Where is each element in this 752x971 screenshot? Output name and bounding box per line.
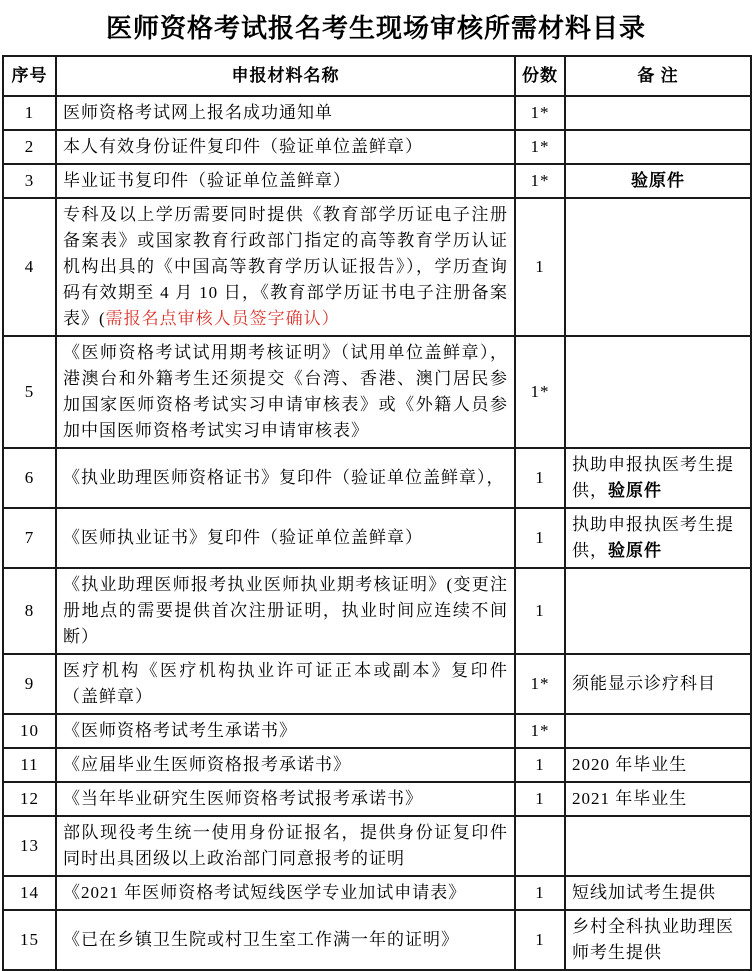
cell-text: 毕业证书复印件（验证单位盖鲜章） bbox=[63, 171, 351, 190]
row-number-cell: 9 bbox=[3, 654, 56, 714]
row-number-cell: 13 bbox=[3, 816, 56, 876]
table-row bbox=[3, 782, 751, 816]
material-name-cell bbox=[56, 910, 515, 970]
copies-cell: 1* bbox=[515, 336, 565, 448]
material-name-cell bbox=[56, 568, 515, 654]
cell-text: 本人有效身份证件复印件（验证单位盖鲜章） bbox=[63, 137, 423, 156]
cell-text: 2020 年毕业生 bbox=[572, 755, 688, 774]
remark-cell bbox=[565, 448, 751, 508]
material-name-cell bbox=[56, 336, 515, 448]
table-row bbox=[3, 714, 751, 748]
cell-text: 《医师资格考试考生承诺书》 bbox=[63, 721, 297, 740]
row-number-cell: 6 bbox=[3, 448, 56, 508]
table-row bbox=[3, 748, 751, 782]
table-row bbox=[3, 448, 751, 508]
remark-cell bbox=[565, 816, 751, 876]
remark-cell bbox=[565, 782, 751, 816]
cell-text: 须能显示诊疗科目 bbox=[572, 674, 716, 693]
material-name-cell bbox=[56, 748, 515, 782]
copies-cell: 1 bbox=[515, 748, 565, 782]
header-serial-number: 序号 bbox=[3, 56, 56, 96]
table-row bbox=[3, 568, 751, 654]
material-name-cell bbox=[56, 876, 515, 910]
table-row bbox=[3, 654, 751, 714]
table-row bbox=[3, 876, 751, 910]
bold-remark-text: 验原件 bbox=[608, 541, 662, 560]
row-number-cell: 5 bbox=[3, 336, 56, 448]
cell-text: 部队现役考生统一使用身份证报名，提供身份证复印件同时出具团级以上政治部门同意报考的证明 bbox=[63, 823, 508, 868]
table-row bbox=[3, 96, 751, 130]
table-row bbox=[3, 164, 751, 198]
remark-cell bbox=[565, 748, 751, 782]
cell-text: 短线加试考生提供 bbox=[572, 883, 716, 902]
remark-cell bbox=[565, 508, 751, 568]
cell-text: 2021 年毕业生 bbox=[572, 789, 688, 808]
table-row bbox=[3, 198, 751, 336]
cell-text: 《执业助理医师报考执业医师执业期考核证明》(变更注册地点的需要提供首次注册证明，执业时间应连续不间断） bbox=[63, 575, 508, 646]
red-note-text: 需报名点审核人员签字确认） bbox=[105, 309, 340, 328]
remark-cell bbox=[565, 714, 751, 748]
row-number-cell: 7 bbox=[3, 508, 56, 568]
table-row bbox=[3, 508, 751, 568]
copies-cell: 1* bbox=[515, 164, 565, 198]
page-title: 医师资格考试报名考生现场审核所需材料目录 bbox=[105, 14, 646, 43]
remark-cell bbox=[565, 876, 751, 910]
cell-text: 《当年毕业研究生医师资格考试报考承诺书》 bbox=[63, 789, 423, 808]
cell-text: 《应届毕业生医师资格报考承诺书》 bbox=[63, 755, 351, 774]
material-name-cell bbox=[56, 96, 515, 130]
header-material-name: 申报材料名称 bbox=[56, 56, 515, 96]
material-name-cell bbox=[56, 816, 515, 876]
copies-cell: 1 bbox=[515, 508, 565, 568]
remark-cell bbox=[565, 164, 751, 198]
cell-text: 执助申报执医考生提供， bbox=[572, 455, 734, 500]
copies-cell: 1 bbox=[515, 782, 565, 816]
header-remarks: 备 注 bbox=[565, 56, 751, 96]
remark-cell bbox=[565, 130, 751, 164]
table-header bbox=[3, 56, 751, 96]
cell-text: 《已在乡镇卫生院或村卫生室工作满一年的证明》 bbox=[63, 930, 459, 949]
row-number-cell: 11 bbox=[3, 748, 56, 782]
copies-cell: 1* bbox=[515, 96, 565, 130]
table-row bbox=[3, 910, 751, 970]
cell-text: 专科及以上学历需要同时提供《教育部学历证电子注册备案表》或国家教育行政部门指定的高等教育学历认证机构出具的《中国高等教育学历认证报告》），学历查询码有效期至 4 月 10 日，《教育部学历证书电子注册备案表》( bbox=[63, 205, 508, 328]
table-row bbox=[3, 130, 751, 164]
row-number-cell: 4 bbox=[3, 198, 56, 336]
table-body bbox=[3, 96, 751, 970]
material-name-cell bbox=[56, 130, 515, 164]
table-row bbox=[3, 336, 751, 448]
header-copies: 份数 bbox=[515, 56, 565, 96]
material-name-cell bbox=[56, 782, 515, 816]
table-row bbox=[3, 816, 751, 876]
material-name-cell bbox=[56, 448, 515, 508]
copies-cell: 1 bbox=[515, 448, 565, 508]
material-name-cell bbox=[56, 508, 515, 568]
copies-cell: 1 bbox=[515, 568, 565, 654]
material-name-cell bbox=[56, 714, 515, 748]
cell-text: 医疗机构《医疗机构执业许可证正本或副本》复印件（盖鲜章） bbox=[63, 661, 508, 706]
copies-cell: 1 bbox=[515, 198, 565, 336]
row-number-cell: 15 bbox=[3, 910, 56, 970]
remark-cell bbox=[565, 336, 751, 448]
remark-cell bbox=[565, 654, 751, 714]
remark-cell bbox=[565, 568, 751, 654]
copies-cell bbox=[515, 816, 565, 876]
row-number-cell: 8 bbox=[3, 568, 56, 654]
row-number-cell: 14 bbox=[3, 876, 56, 910]
cell-text: 医师资格考试网上报名成功通知单 bbox=[63, 103, 333, 122]
remark-cell bbox=[565, 198, 751, 336]
material-name-cell bbox=[56, 164, 515, 198]
remark-cell bbox=[565, 910, 751, 970]
cell-text: 《2021 年医师资格考试短线医学专业加试申请表》 bbox=[63, 883, 467, 902]
material-name-cell bbox=[56, 654, 515, 714]
cell-text: 《医师执业证书》复印件（验证单位盖鲜章） bbox=[63, 528, 423, 547]
copies-cell: 1* bbox=[515, 654, 565, 714]
cell-text: 乡村全科执业助理医师考生提供 bbox=[572, 917, 734, 962]
material-name-cell bbox=[56, 198, 515, 336]
row-number-cell: 10 bbox=[3, 714, 56, 748]
cell-text: 《执业助理医师资格证书》复印件（验证单位盖鲜章）， bbox=[63, 468, 505, 487]
copies-cell: 1 bbox=[515, 910, 565, 970]
row-number-cell: 12 bbox=[3, 782, 56, 816]
bold-remark-text: 验原件 bbox=[608, 481, 662, 500]
header-row bbox=[3, 56, 751, 96]
copies-cell: 1 bbox=[515, 876, 565, 910]
copies-cell: 1* bbox=[515, 714, 565, 748]
row-number-cell: 1 bbox=[3, 96, 56, 130]
row-number-cell: 3 bbox=[3, 164, 56, 198]
row-number-cell: 2 bbox=[3, 130, 56, 164]
bold-remark-text: 验原件 bbox=[631, 171, 685, 190]
cell-text: 执助申报执医考生提供， bbox=[572, 515, 734, 560]
copies-cell: 1* bbox=[515, 130, 565, 164]
cell-text: 《医师资格考试试用期考核证明》（试用单位盖鲜章），港澳台和外籍考生还须提交《台湾、香港、澳门居民参加国家医师资格考试实习申请审核表》或《外籍人员参加中国医师资格考试实习申请审核表》 bbox=[63, 343, 508, 440]
remark-cell bbox=[565, 96, 751, 130]
materials-table bbox=[2, 55, 752, 971]
